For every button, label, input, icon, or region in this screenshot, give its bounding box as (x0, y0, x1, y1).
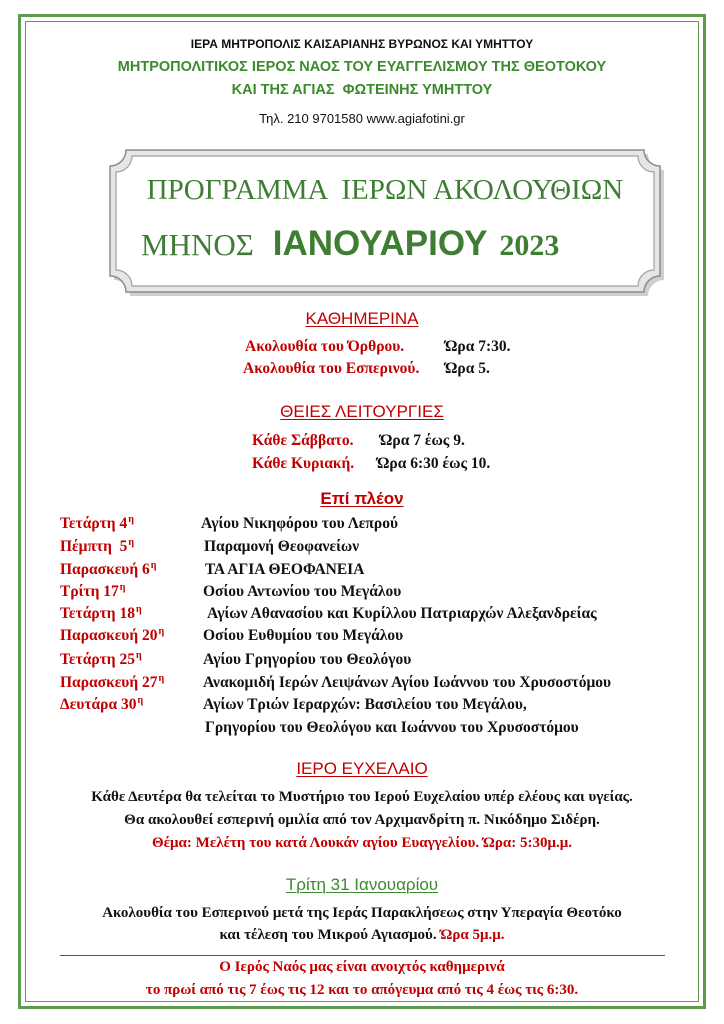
feast-day (60, 626, 164, 648)
day-ordinal: η (158, 673, 165, 684)
feast-name: Αγίων Τριών Ιεραρχών: Βασιλείου του Μεγάλου, (203, 696, 527, 713)
feast-name: Οσίου Αντωνίου του Μεγάλου (203, 583, 402, 600)
special-heading: Τρίτη 31 Ιανουαρίου (285, 875, 439, 894)
liturgy-time: Ώρα 6:30 έως 10. (377, 455, 491, 472)
feast-name-continued: Γρηγορίου του Θεολόγου και Ιωάννου του Χρυσοστόμου (205, 719, 579, 736)
day-text: Πέμπτη 5 (60, 538, 128, 555)
special-text-line2 (0, 925, 724, 945)
day-text: Τετάρτη 4 (60, 515, 128, 532)
day-text: Τετάρτη 25 (60, 651, 135, 668)
program-title: ΠΡΟΓΡΑΜΜΑ ΙΕΡΩΝ ΑΚΟΛΟΥΘΙΩΝ (146, 174, 624, 206)
liturgy-time: Ώρα 7 έως 9. (380, 432, 465, 449)
day-ordinal: η (150, 560, 157, 571)
unction-heading: ΙΕΡΟ ΕΥΧΕΛΑΙΟ (296, 759, 428, 778)
daily-row (0, 359, 724, 379)
day-text: Τρίτη 17 (60, 583, 119, 600)
feast-name: Αγίων Αθανασίου και Κυρίλλου Πατριαρχών Αλεξανδρείας (207, 605, 597, 622)
month-name: ΙΑΝΟΥΑΡΙΟΥ (272, 224, 488, 263)
month-label: ΜΗΝΟΣ (141, 227, 254, 262)
church-name-line2: ΚΑΙ ΤΗΣ ΑΓΙΑΣ ΦΩΤΕΙΝΗΣ ΥΜΗΤΤΟΥ (231, 82, 493, 98)
liturgy-day: Κάθε Κυριακή. (252, 455, 355, 472)
feast-row (0, 514, 724, 534)
day-ordinal: η (135, 604, 142, 615)
day-text: Δευτάρα 30 (60, 696, 137, 713)
day-text: Παρασκευή 6 (60, 561, 150, 578)
feast-day (60, 650, 142, 672)
feast-day (60, 604, 142, 626)
feast-day (60, 560, 156, 582)
additional-heading: Επί πλέον (320, 489, 404, 508)
unction-text-line1: Κάθε Δευτέρα θα τελείται το Μυστήριο του Ιερού Ευχελαίου υπέρ ελέους και υγείας. (91, 789, 633, 805)
liturgy-day: Κάθε Σάββατο. (252, 432, 354, 449)
feast-name: Παραμονή Θεοφανείων (204, 538, 360, 555)
divider (60, 955, 665, 956)
feast-row (0, 604, 724, 624)
day-text: Παρασκευή 27 (60, 674, 158, 691)
daily-heading: ΚΑΘΗΜΕΡΙΝΑ (305, 309, 419, 328)
day-text: Τετάρτη 18 (60, 605, 135, 622)
feast-name: ΤΑ ΑΓΙΑ ΘΕΟΦΑΝΕΙΑ (205, 561, 365, 578)
feast-name: Αγίου Γρηγορίου του Θεολόγου (203, 651, 412, 668)
feast-name: Αγίου Νικηφόρου του Λεπρού (201, 515, 399, 532)
feast-row (0, 695, 724, 715)
feast-name: Ανακομιδή Ιερών Λειψάνων Αγίου Ιωάννου του Χρυσοστόμου (203, 674, 612, 691)
liturgy-row (0, 454, 724, 474)
feast-day (60, 582, 125, 604)
feast-day (60, 514, 134, 536)
service-name: Ακολουθία του Εσπερινού. (243, 360, 420, 377)
feast-row (0, 626, 724, 646)
day-ordinal: η (137, 695, 144, 706)
day-ordinal: η (135, 650, 142, 661)
feast-day (60, 537, 134, 559)
day-ordinal: η (158, 626, 165, 637)
church-name-line1: ΜΗΤΡΟΠΟΛΙΤΙΚΟΣ ΙΕΡΟΣ ΝΑΟΣ ΤΟΥ ΕΥΑΓΓΕΛΙΣΜΟΥ ΤΗΣ ΘΕΟΤΟΚΟΥ (117, 59, 607, 75)
day-ordinal: η (119, 582, 126, 593)
opening-hours-line1: Ο Ιερός Ναός μας είναι ανοιχτός καθημερινά (219, 959, 505, 975)
title-frame (104, 144, 670, 302)
special-text-line1: Ακολουθία του Εσπερινού μετά της Ιεράς Παρακλήσεως στην Υπεραγία Θεοτόκο (102, 905, 622, 921)
metropolis-name: ΙΕΡΑ ΜΗΤΡΟΠΟΛΙΣ ΚΑΙΣΑΡΙΑΝΗΣ ΒΥΡΩΝΟΣ ΚΑΙ ΥΜΗΤΤΟΥ (190, 37, 534, 51)
day-ordinal: η (128, 514, 134, 525)
liturgies-heading: ΘΕΙΕΣ ΛΕΙΤΟΥΡΓΙΕΣ (280, 402, 444, 421)
opening-hours-line2: το πρωί από τις 7 έως τις 12 και το απόγευμα από τις 4 έως τις 6:30. (145, 982, 579, 998)
unction-topic: Θέμα: Μελέτη του κατά Λουκάν αγίου Ευαγγελίου. Ώρα: 5:30μ.μ. (151, 835, 573, 851)
unction-text-line2: Θα ακολουθεί εσπερινή ομιλία από τον Αρχιμανδρίτη π. Νικόδημο Σιδέρη. (124, 812, 600, 828)
liturgy-row (0, 431, 724, 451)
year: 2023 (499, 229, 560, 262)
feast-day (60, 673, 164, 695)
service-time: Ώρα 7:30. (445, 338, 511, 355)
feast-day (60, 695, 143, 717)
contact-info: Τηλ. 210 9701580 www.agiafotini.gr (259, 111, 465, 126)
feast-row (0, 537, 724, 557)
feast-row (0, 560, 724, 580)
feast-row (0, 650, 724, 670)
daily-row (0, 337, 724, 357)
day-text: Παρασκευή 20 (60, 627, 158, 644)
feast-row (0, 582, 724, 602)
service-name: Ακολουθία του Όρθρου. (245, 338, 405, 355)
month-title (141, 224, 559, 266)
day-ordinal: η (128, 537, 135, 548)
feast-row (0, 673, 724, 693)
feast-row-continuation (0, 718, 724, 738)
feast-name: Οσίου Ευθυμίου του Μεγάλου (203, 627, 404, 644)
special-time: Ώρα 5μ.μ. (440, 927, 505, 943)
service-time: Ώρα 5. (445, 360, 490, 377)
special-text: και τέλεση του Μικρού Αγιασμού. (219, 927, 437, 943)
